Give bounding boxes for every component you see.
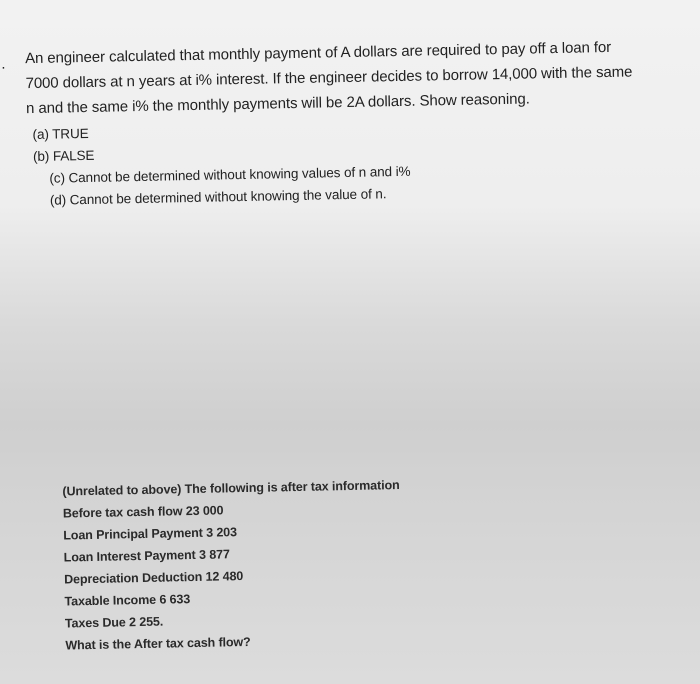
- after-tax-question: What is the After tax cash flow?: [65, 634, 251, 653]
- tax-intro: (Unrelated to above) The following is after tax information: [62, 478, 400, 499]
- option-c: (c) Cannot be determined without knowing values of n and i%: [49, 163, 411, 186]
- loan-interest-payment: Loan Interest Payment 3 877: [63, 547, 230, 565]
- depreciation-deduction: Depreciation Deduction 12 480: [64, 569, 244, 587]
- question-line-2: 7000 dollars at n years at i% interest. If the engineer decides to borrow 14,000 with the same: [25, 63, 633, 93]
- before-tax-cash-flow: Before tax cash flow 23 000: [62, 503, 224, 521]
- taxable-income: Taxable Income 6 633: [64, 592, 191, 609]
- option-a: (a) TRUE: [32, 125, 89, 143]
- option-d: (d) Cannot be determined without knowing the value of n.: [49, 186, 387, 208]
- option-b: (b) FALSE: [32, 147, 95, 165]
- loan-principal-payment: Loan Principal Payment 3 203: [63, 525, 238, 543]
- taxes-due: Taxes Due 2 255.: [64, 614, 164, 631]
- question-line-3: n and the same i% the monthly payments will be 2A dollars. Show reasoning.: [25, 90, 530, 118]
- question-bullet: .: [1, 55, 6, 73]
- question-line-1: An engineer calculated that monthly payment of A dollars are required to pay off a loan for: [24, 38, 612, 68]
